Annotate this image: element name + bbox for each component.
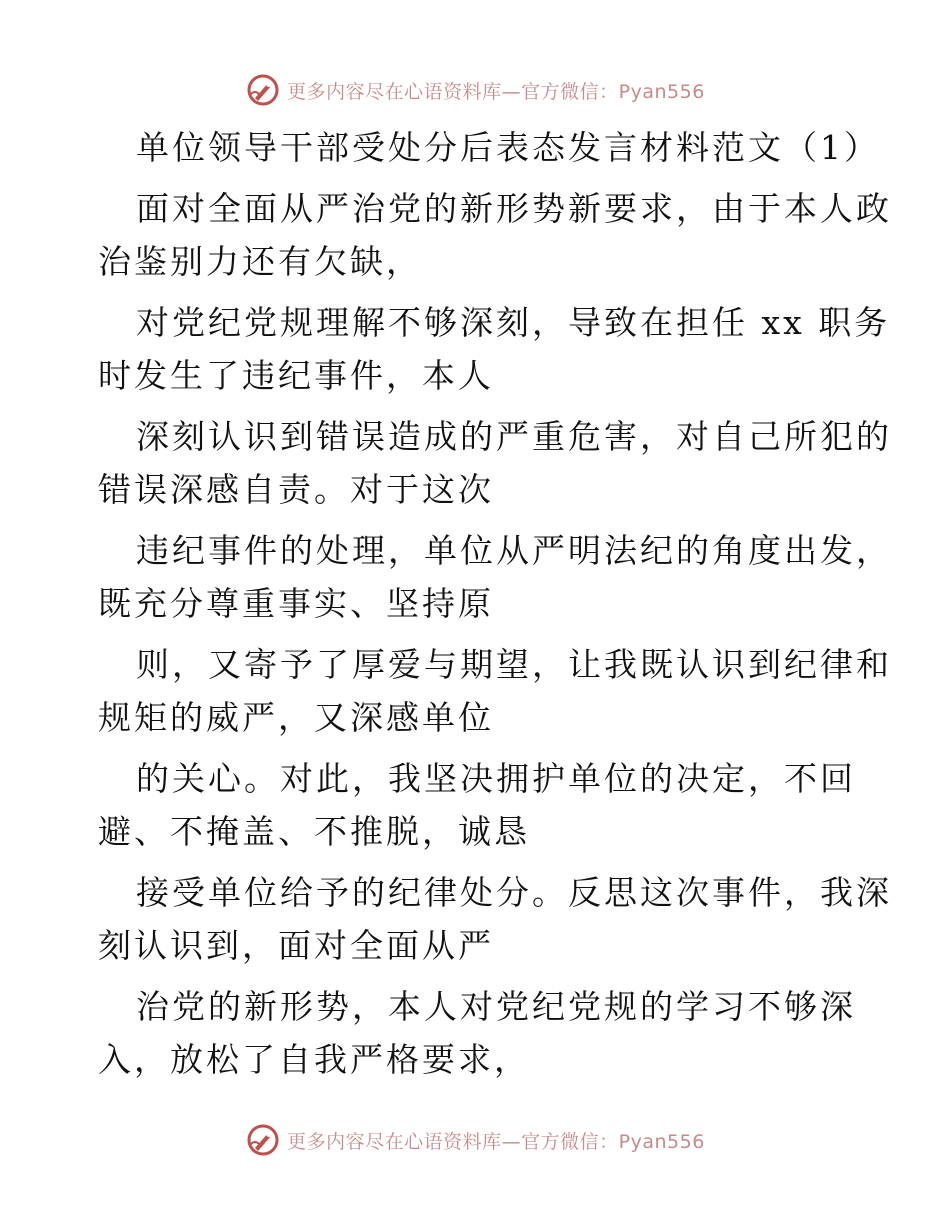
document-body [98, 121, 892, 1086]
paragraph-line: 错误深感自责。对于这次 [98, 470, 494, 509]
footer-banner [0, 1118, 950, 1162]
paragraph-line: 对党纪党规理解不够深刻，导致在担任 xx 职务 [136, 303, 891, 342]
paragraph-line: 则，又寄予了厚爱与期望，让我既认识到纪律和 [136, 645, 892, 684]
header-banner [0, 68, 950, 112]
paragraph-line: 面对全面从严治党的新形势新要求，由于本人政 [136, 189, 892, 228]
document-title: 单位领导干部受处分后表态发言材料范文（1） [136, 128, 880, 167]
flower-pen-logo-icon [245, 1122, 281, 1158]
paragraph-line: 违纪事件的处理，单位从严明法纪的角度出发， [136, 531, 892, 570]
paragraph-line: 规矩的威严，又深感单位 [98, 698, 494, 737]
paragraph-line: 避、不掩盖、不推脱，诚恳 [98, 812, 530, 851]
paragraph-line: 接受单位给予的纪律处分。反思这次事件，我深 [136, 873, 892, 912]
paragraph-line: 的关心。对此，我坚决拥护单位的决定，不回 [136, 759, 856, 798]
paragraph-line: 深刻认识到错误造成的严重危害，对自己所犯的 [136, 417, 892, 456]
paragraph-line: 治党的新形势，本人对党纪党规的学习不够深 [136, 987, 856, 1026]
header-banner-text: 更多内容尽在心语资料库—官方微信：Pyan556 [287, 80, 705, 103]
paragraph-line: 治鉴别力还有欠缺， [98, 242, 422, 281]
paragraph-line: 既充分尊重事实、坚持原 [98, 584, 494, 623]
paragraph-line: 刻认识到，面对全面从严 [98, 926, 494, 965]
paragraph-line: 时发生了违纪事件，本人 [98, 356, 494, 395]
header-banner-content [245, 72, 705, 108]
footer-banner-content [245, 1122, 705, 1158]
paragraph-line: 入，放松了自我严格要求， [98, 1040, 530, 1079]
footer-banner-text: 更多内容尽在心语资料库—官方微信：Pyan556 [287, 1130, 705, 1153]
flower-pen-logo-icon [245, 72, 281, 108]
